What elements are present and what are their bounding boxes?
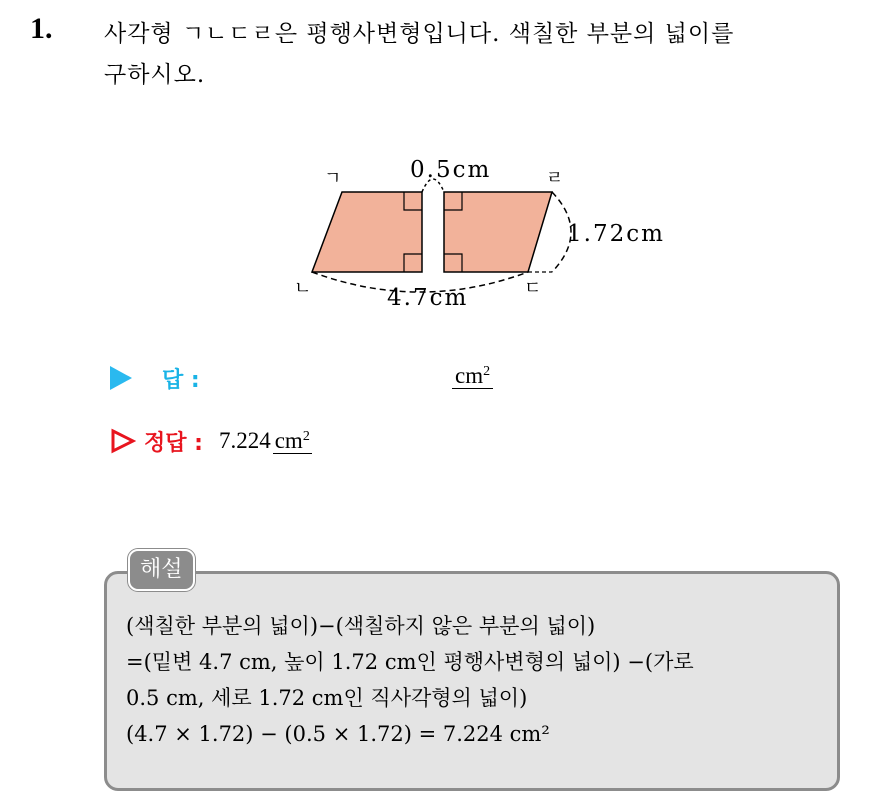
solution-line: =(밑변 4.7 cm, 높이 1.72 cm인 평행사변형의 넓이) −(가로 bbox=[126, 650, 694, 674]
vertex-label-c: ㄷ bbox=[524, 278, 542, 299]
answer-arrow-icon bbox=[110, 366, 132, 390]
shaded-left-part bbox=[312, 192, 422, 272]
shaded-right-part bbox=[444, 192, 552, 272]
correct-arrow-icon bbox=[110, 428, 136, 454]
answer-unit[interactable] bbox=[452, 364, 493, 389]
answer-unit-exponent: 2 bbox=[483, 364, 491, 379]
solution-line: (색칠한 부분의 넓이)−(색칠하지 않은 부분의 넓이) bbox=[126, 614, 596, 638]
correct-value: 7.224 bbox=[218, 428, 271, 453]
vertex-label-a: ㄱ bbox=[324, 168, 342, 189]
correct-unit-text: cm bbox=[274, 427, 303, 453]
gap-width-label: 0.5cm bbox=[410, 157, 492, 183]
solution-text bbox=[126, 608, 836, 752]
correct-answer-row bbox=[110, 424, 312, 458]
question-number: 1. bbox=[30, 12, 53, 45]
base-label: 4.7cm bbox=[387, 285, 469, 311]
answer-unit-text: cm bbox=[455, 363, 484, 388]
vertex-label-d: ㄹ bbox=[546, 168, 564, 189]
solution-tag: 해설 bbox=[128, 549, 195, 591]
solution-line: 0.5 cm, 세로 1.72 cm인 직사각형의 넓이) bbox=[126, 686, 528, 710]
correct-unit bbox=[273, 429, 312, 454]
answer-label: 답 : bbox=[162, 367, 200, 393]
question-line-2: 구하시오. bbox=[104, 62, 206, 88]
correct-unit-exponent: 2 bbox=[302, 428, 310, 444]
height-label: 1.72cm bbox=[567, 221, 665, 247]
correct-label: 정답 : bbox=[144, 430, 203, 456]
solution-line: (4.7 × 1.72) − (0.5 × 1.72) = 7.224 cm² bbox=[126, 722, 550, 746]
answer-row bbox=[110, 362, 610, 394]
question-line-1: 사각형 ㄱㄴㄷㄹ은 평행사변형입니다. 색칠한 부분의 넓이를 bbox=[104, 21, 735, 47]
vertex-label-b: ㄴ bbox=[294, 278, 312, 299]
